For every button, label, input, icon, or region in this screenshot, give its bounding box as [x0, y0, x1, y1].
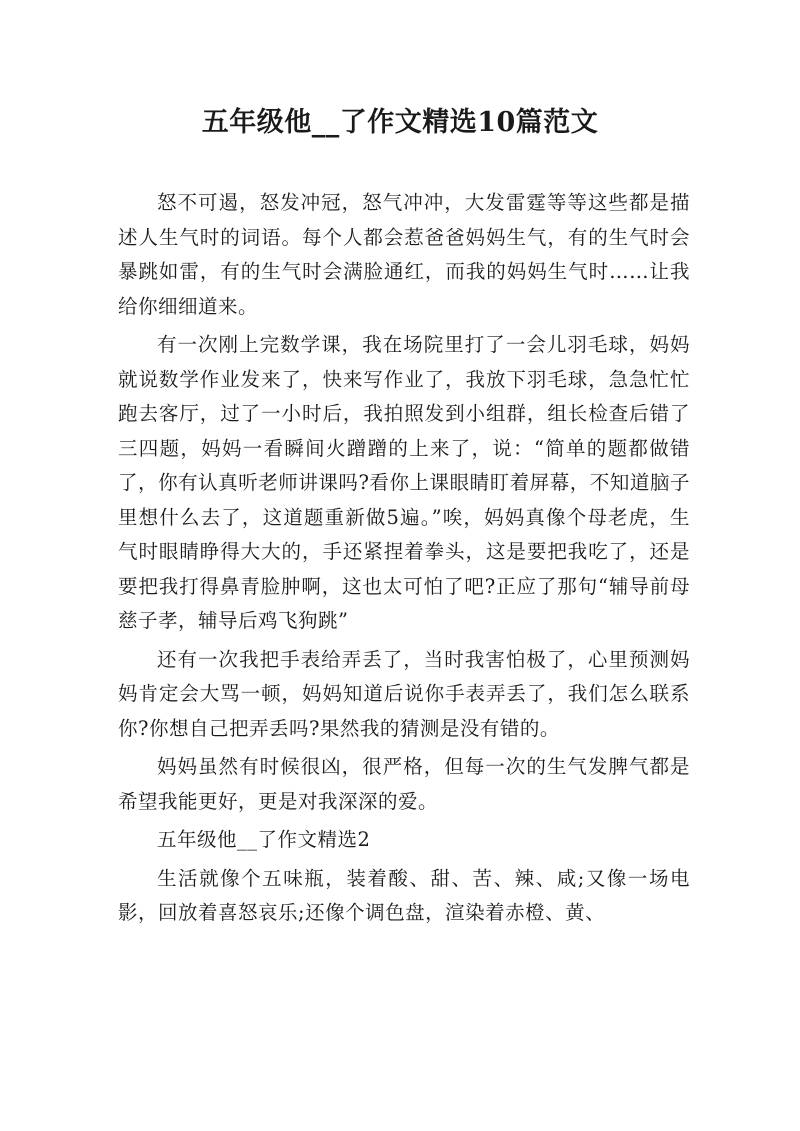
paragraph-1: 怒不可遏，怒发冲冠，怒气冲冲，大发雷霆等等这些都是描述人生气时的词语。每个人都会惹爸爸妈妈生气，有的生气时会暴跳如雷，有的生气时会满脸通红，而我的妈妈生气时……让我给你细细道来。: [118, 191, 690, 318]
paragraph-2: 有一次刚上完数学课，我在场院里打了一会儿羽毛球，妈妈就说数学作业发来了，快来写作业了，我放下羽毛球，急急忙忙跑去客厅，过了一小时后，我拍照发到小组群，组长检查后错了三四题，妈妈一看瞬间火蹭蹭的上来了，说：“简单的题都做错了，你有认真听老师讲课吗?看你上课眼睛盯着屏幕，不知道脑子里想什么去了，这道题重新做5遍。”唉，妈妈真像个母老虎，生气时眼睛睁得大大的，手还紧捏着拳头，这是要把我吃了，还是要把我打得鼻青脸肿啊，这也太可怕了吧?正应了那句“辅导前母慈子孝，辅导后鸡飞狗跳”: [118, 333, 690, 632]
document-body: [118, 186, 690, 935]
paragraph-4: 妈妈虽然有时候很凶，很严格，但每一次的生气发脾气都是希望我能更好，更是对我深深的爱。: [118, 755, 690, 813]
section-heading-2: 五年级他__了作文精选2: [157, 828, 371, 851]
paragraph-3: 还有一次我把手表给弄丢了，当时我害怕极了，心里预测妈妈肯定会大骂一顿，妈妈知道后说你手表弄丢了，我们怎么联系你?你想自己把弄丢吗?果然我的猜测是没有错的。: [118, 647, 690, 740]
document-title: 五年级他__了作文精选10篇范文: [201, 107, 599, 138]
paragraph-5: 生活就像个五味瓶，装着酸、甜、苦、辣、咸;又像一场电影，回放着喜怒哀乐;还像个调色盘，渲染着赤橙、黄、: [118, 866, 690, 924]
